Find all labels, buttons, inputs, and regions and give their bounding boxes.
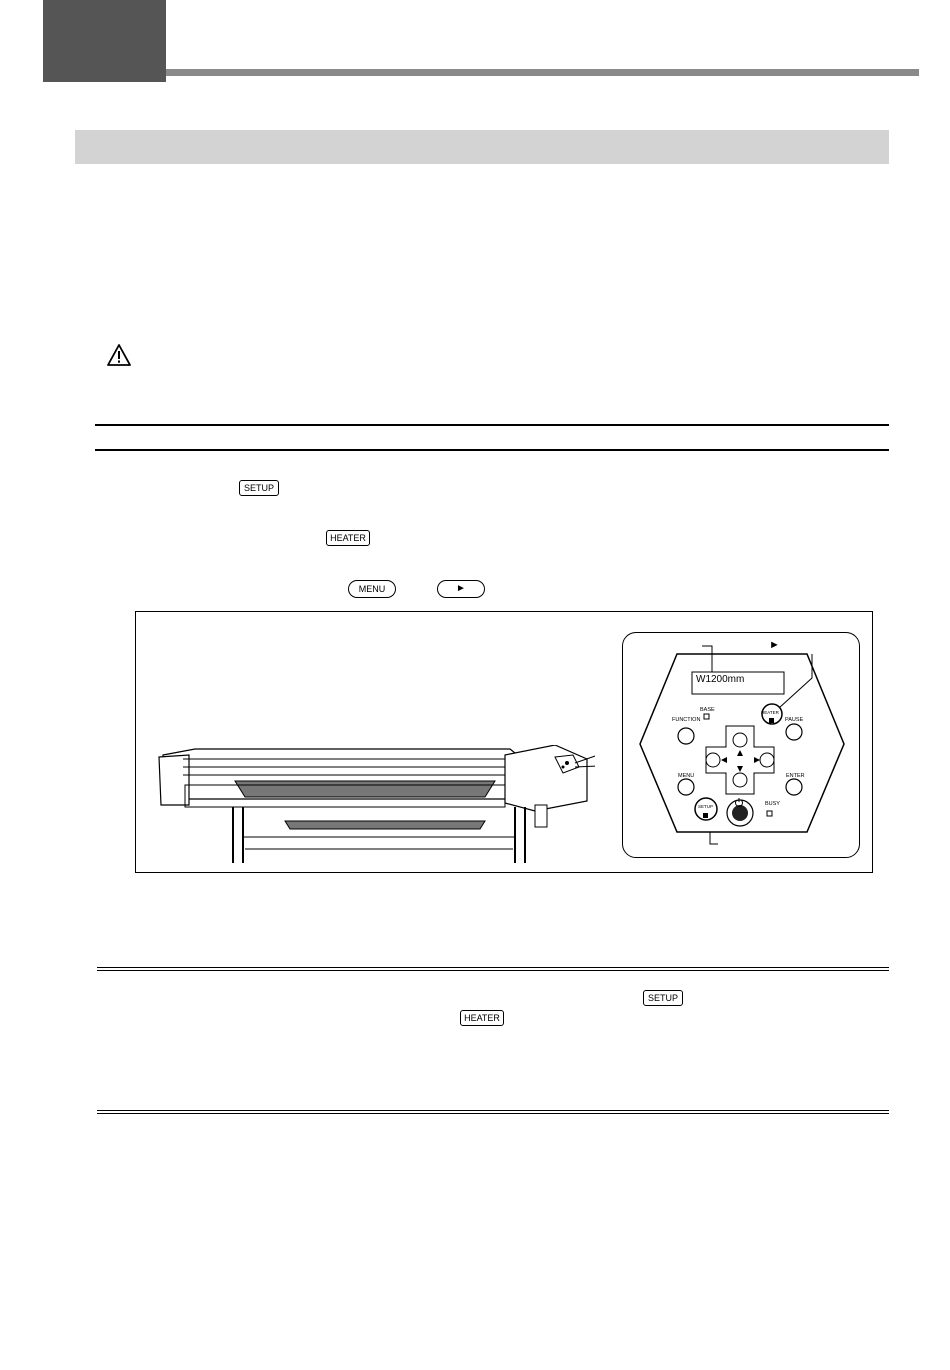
- caution-triangle-icon: [106, 343, 132, 367]
- setup-key-glyph: SETUP: [239, 480, 279, 496]
- note-rule-top-1: [97, 967, 889, 968]
- base-led-label: BASE: [700, 707, 715, 713]
- function-button-label: FUNCTION: [672, 717, 701, 723]
- printer-illustration: [155, 745, 595, 865]
- menu-key-glyph: MENU: [348, 580, 396, 598]
- busy-led-label: BUSY: [765, 801, 780, 807]
- panel-display-text: W1200mm: [696, 674, 745, 685]
- pause-button-label: PAUSE: [785, 717, 804, 723]
- note-rule-bottom-2: [97, 1113, 889, 1114]
- chapter-tab-block: [43, 0, 166, 82]
- note-rule-bottom-1: [97, 1110, 889, 1111]
- note-rule-top-2: [97, 970, 889, 971]
- note-setup-key-glyph: SETUP: [643, 990, 683, 1006]
- heater-key-glyph: HEATER: [326, 530, 370, 546]
- section-heading-band: [75, 130, 889, 164]
- note-heater-key-glyph: HEATER: [460, 1010, 504, 1026]
- menu-button-label: MENU: [678, 773, 695, 779]
- procedure-rule-top: [95, 424, 889, 426]
- enter-button-label: ENTER: [786, 773, 805, 779]
- heater-button-label: HEATER: [761, 710, 779, 715]
- power-icon: [734, 797, 744, 807]
- chapter-header-rule: [166, 69, 919, 76]
- control-panel-drawing: [622, 632, 860, 858]
- right-arrow-key-glyph: ►: [437, 580, 485, 598]
- setup-button-label: SETUP: [698, 804, 714, 809]
- procedure-rule-bottom: [95, 449, 889, 451]
- callout-arrow-label: ►: [769, 639, 780, 651]
